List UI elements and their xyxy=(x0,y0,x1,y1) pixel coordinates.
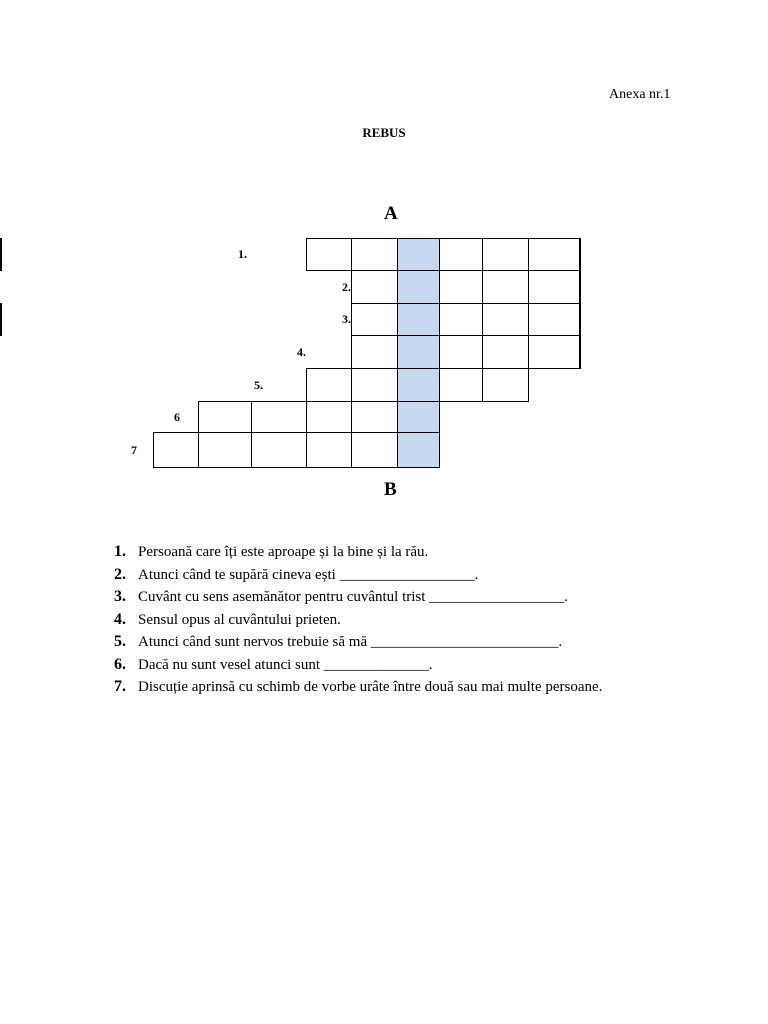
crossword-cell xyxy=(351,270,398,304)
crossword-cell xyxy=(198,401,252,433)
clue-text: Cuvânt cu sens asemănător pentru cuvântul trist __________________. xyxy=(138,589,568,605)
key-column-cell xyxy=(397,238,440,271)
crossword-cell xyxy=(579,270,581,304)
crossword-cell xyxy=(198,432,252,468)
crossword-cell xyxy=(439,238,483,271)
crossword-cell xyxy=(528,238,580,271)
crossword-cell xyxy=(251,401,307,433)
crossword-cell xyxy=(306,401,352,433)
crossword-cell xyxy=(579,238,581,271)
column-top-letter: A xyxy=(384,203,398,224)
row-number-label: 5. xyxy=(254,377,263,392)
clue-number: 1. xyxy=(114,543,126,560)
clue-item xyxy=(114,631,674,654)
clue-item xyxy=(114,676,674,699)
crossword-cell xyxy=(351,401,398,433)
crossword-cell xyxy=(579,303,581,336)
clue-text: Atunci când sunt nervos trebuie să mă _________________________. xyxy=(138,634,563,650)
key-column-cell xyxy=(397,432,440,468)
key-column-cell xyxy=(397,368,440,402)
clue-text: Sensul opus al cuvântului prieten. xyxy=(138,611,341,628)
crossword-cell xyxy=(528,335,580,369)
crossword-cell xyxy=(439,368,483,402)
key-column-cell xyxy=(397,335,440,369)
crossword-cell xyxy=(306,432,352,468)
crossword-cell xyxy=(351,303,398,336)
crossword-cell xyxy=(482,368,529,402)
clue-text: Dacă nu sunt vesel atunci sunt ______________. xyxy=(138,656,433,673)
column-bottom-letter: B xyxy=(384,479,397,500)
key-column-cell xyxy=(397,270,440,304)
row-number-label: 6 xyxy=(174,409,180,424)
crossword-cell xyxy=(0,238,2,271)
crossword-cell xyxy=(351,432,398,468)
page-title: REBUS xyxy=(362,125,406,140)
crossword-cell xyxy=(482,238,529,271)
crossword-cell xyxy=(351,368,398,402)
clue-number: 6. xyxy=(114,655,126,673)
clue-text: Discuție aprinsă cu schimb de vorbe urâte între două sau mai multe persoane. xyxy=(138,679,603,695)
crossword-cell xyxy=(528,270,580,304)
clue-text: Atunci când te supără cineva ești __________________. xyxy=(138,566,479,583)
clue-list xyxy=(114,541,674,699)
crossword-cell xyxy=(528,303,580,336)
clue-number: 7. xyxy=(114,678,126,695)
crossword-cell xyxy=(482,303,529,336)
crossword-cell xyxy=(306,368,352,402)
key-column-cell xyxy=(397,303,440,336)
crossword-cell xyxy=(351,238,398,271)
row-number-label: 4. xyxy=(297,344,306,359)
crossword-cell xyxy=(579,335,581,369)
row-number-label: 3. xyxy=(342,312,351,326)
crossword-cell xyxy=(439,270,483,304)
crossword-cell xyxy=(439,335,483,369)
clue-number: 4. xyxy=(114,610,126,628)
row-number-label: 7 xyxy=(131,442,137,457)
clue-number: 3. xyxy=(114,588,126,605)
clue-item xyxy=(114,541,674,564)
crossword-cell xyxy=(306,238,352,271)
crossword-cell xyxy=(0,303,2,336)
clue-item xyxy=(114,654,674,677)
row-number-label: 2. xyxy=(342,279,351,294)
clue-item xyxy=(114,586,674,609)
crossword-cell xyxy=(351,335,398,369)
clue-item xyxy=(114,564,674,587)
annex-label: Anexa nr.1 xyxy=(609,87,671,102)
crossword-cell xyxy=(482,270,529,304)
crossword-cell xyxy=(251,432,307,468)
clue-number: 2. xyxy=(114,565,126,583)
crossword-cell xyxy=(439,303,483,336)
crossword-cell xyxy=(153,432,199,468)
clue-number: 5. xyxy=(114,633,126,650)
crossword-cell xyxy=(482,335,529,369)
row-number-label: 1. xyxy=(238,247,247,261)
key-column-cell xyxy=(397,401,440,433)
clue-text: Persoană care îți este aproape și la bine și la rău. xyxy=(138,544,429,560)
clue-item xyxy=(114,609,674,632)
